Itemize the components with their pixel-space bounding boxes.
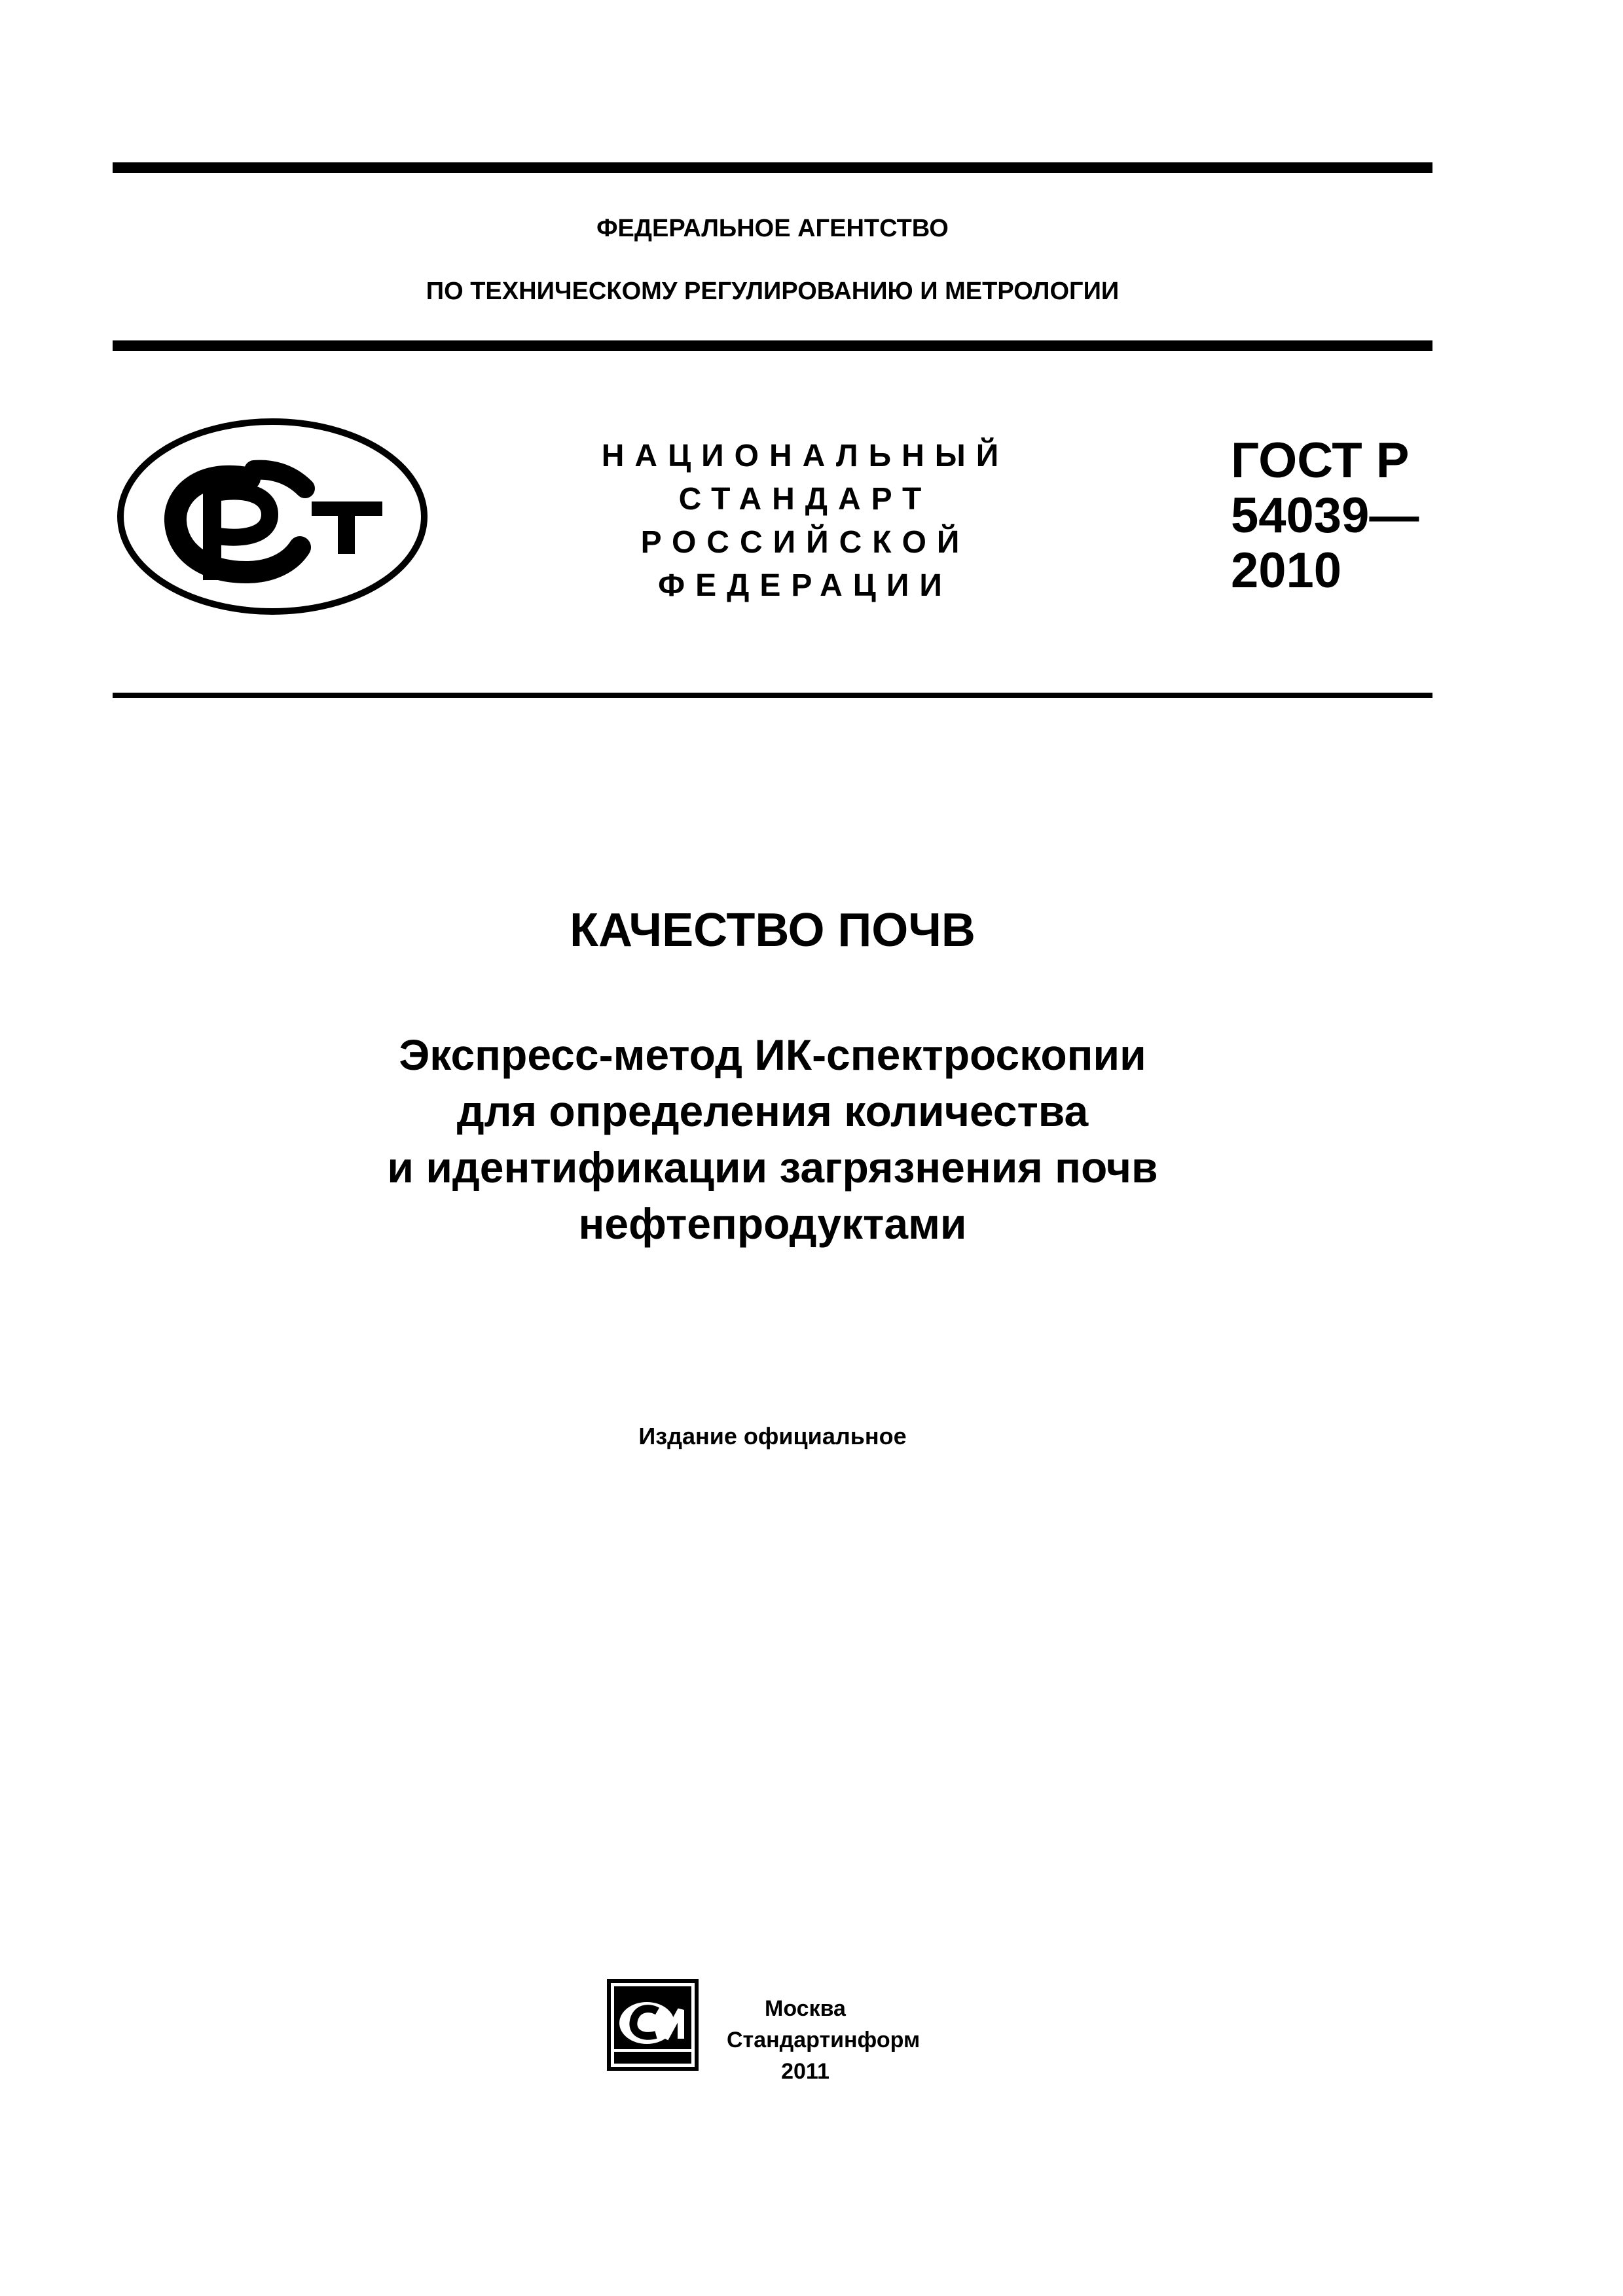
designation-rule [113,693,1432,698]
standard-type-line: РОССИЙСКОЙ [640,525,970,560]
document-subtitle [113,1027,1432,1252]
subtitle-line: Экспресс-метод ИК-спектроскопии [399,1030,1146,1079]
standard-type-line: НАЦИОНАЛЬНЫЙ [601,439,1010,473]
subtitle-line: нефтепродуктами [578,1199,967,1248]
standard-type-line: ФЕДЕРАЦИИ [658,568,953,603]
publisher-name: Стандартинформ [727,2028,921,2052]
standard-designation [1231,433,1427,598]
rst-certification-mark-icon [115,416,429,617]
standard-type-line: СТАНДАРТ [678,482,932,517]
publisher-city: Москва [765,1996,846,2021]
designation-prefix: ГОСТ Р [1231,433,1410,488]
agency-name-line-1: ФЕДЕРАЛЬНОЕ АГЕНТСТВО [596,215,949,242]
publisher-block [727,1993,921,2087]
top-rule [113,162,1432,173]
subtitle-line: для определения количества [456,1087,1089,1135]
agency-name-line-2: ПО ТЕХНИЧЕСКОМУ РЕГУЛИРОВАНИЮ И МЕТРОЛОГИИ [426,278,1120,305]
designation-number: 54039— [1231,488,1419,543]
designation-year: 2010 [1231,543,1342,598]
standartinform-logo-icon [605,1977,701,2073]
header-rule [113,340,1432,351]
publisher-year: 2011 [781,2059,830,2084]
subtitle-line: и идентификации загрязнения почв [387,1143,1158,1192]
edition-note: Издание официальное [638,1423,907,1449]
document-title: КАЧЕСТВО ПОЧВ [570,904,976,957]
standard-type [563,435,1048,608]
